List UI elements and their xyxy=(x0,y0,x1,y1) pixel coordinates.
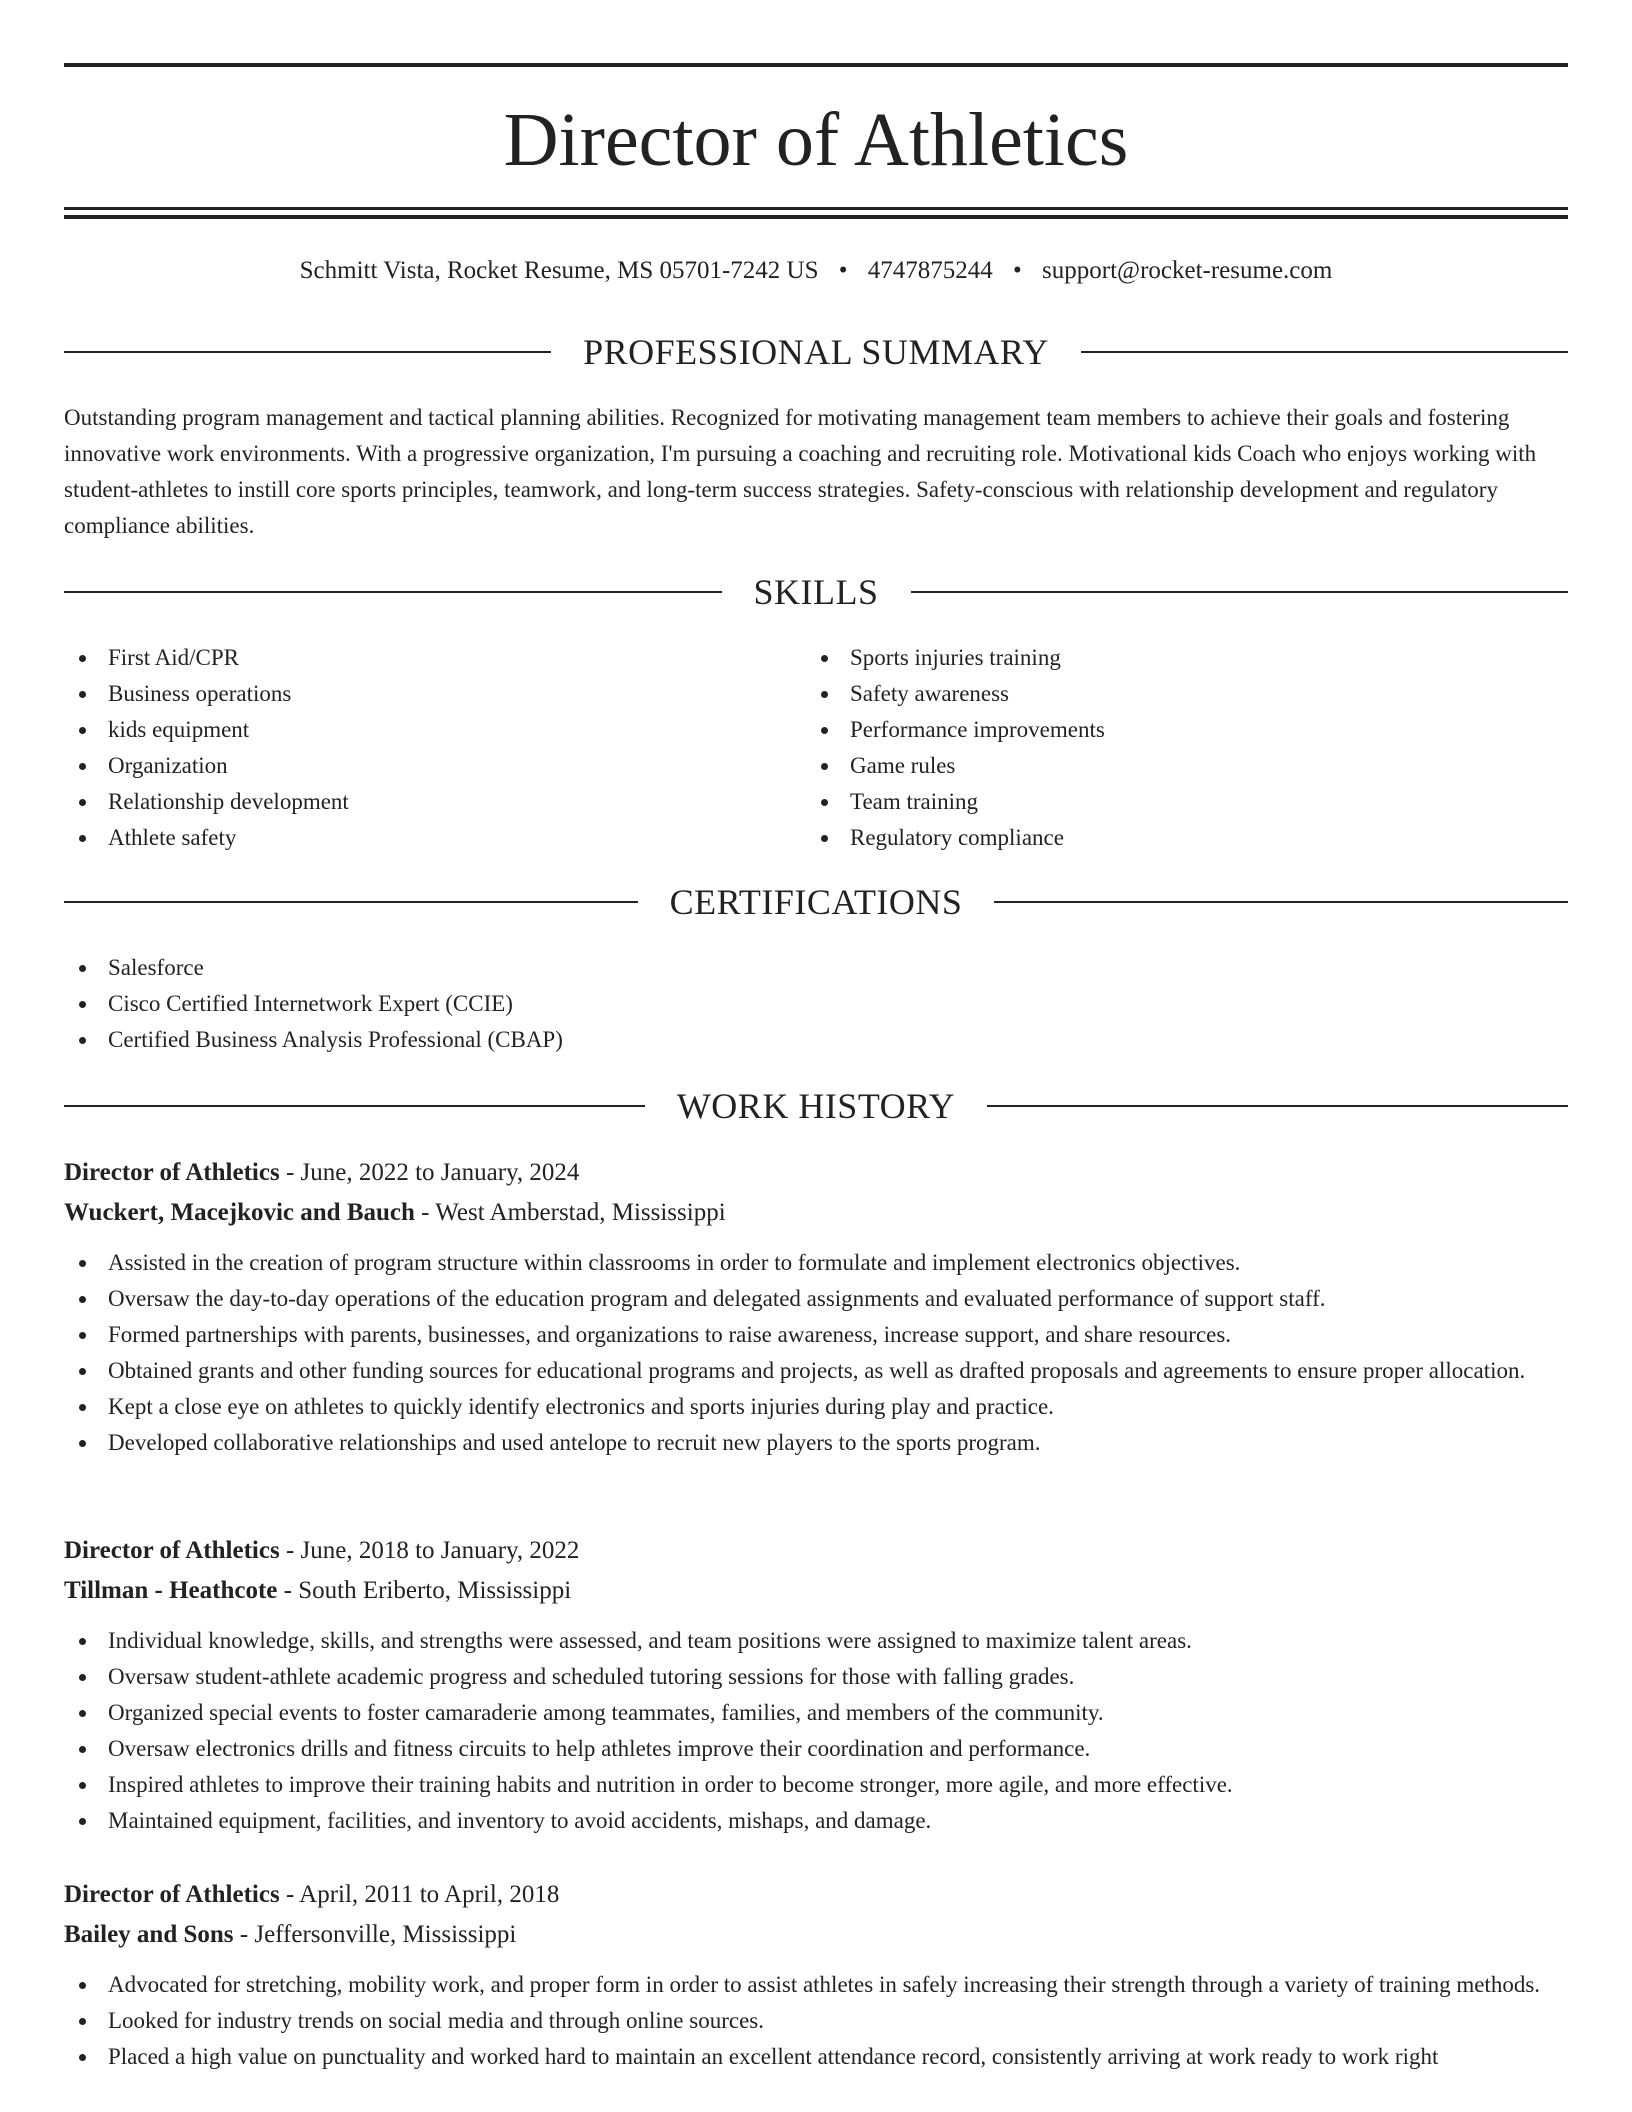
job-location: - South Eriberto, Mississippi xyxy=(277,1577,572,1604)
section-heading-skills xyxy=(64,572,1568,612)
skill-item: Organization xyxy=(64,748,804,784)
skill-item: Regulatory compliance xyxy=(806,820,1546,856)
contact-separator: • xyxy=(1013,257,1022,284)
skill-item: Safety awareness xyxy=(806,676,1546,712)
skills-list-left xyxy=(64,640,804,856)
certification-item: Certified Business Analysis Professional (CBAP) xyxy=(64,1022,1568,1058)
job-bullet: Formed partnerships with parents, businesses, and organizations to raise awareness, increase support, and share resources. xyxy=(64,1317,1568,1353)
job-bullet: Developed collaborative relationships and used antelope to recruit new players to the sports program. xyxy=(64,1425,1568,1461)
heading-rule xyxy=(1081,351,1568,353)
heading-rule xyxy=(64,901,638,903)
contact-phone: 4747875244 xyxy=(867,257,993,284)
resume-title: Director of Athletics xyxy=(503,98,1129,182)
certification-item: Salesforce xyxy=(64,950,1568,986)
section-title: CERTIFICATIONS xyxy=(669,882,963,922)
summary-text: Outstanding program management and tactical planning abilities. Recognized for motivating management team members to achieve their goals and fostering innovative work environments. With a progressive organization, I'm pursuing a coaching and recruiting role. Motivational kids Coach who enjoys working with student-athletes to instill core sports principles, teamwork, and long-term success strategies. Safety-conscious with relationship development and regulatory compliance abilities. xyxy=(64,405,1537,538)
job-location: - West Amberstad, Mississippi xyxy=(414,1199,726,1226)
certifications-list xyxy=(64,950,1568,1058)
skill-item: Game rules xyxy=(806,748,1546,784)
job-bullet: Placed a high value on punctuality and worked hard to maintain an excellent attendance record, consistently arriving at work ready to work right xyxy=(64,2039,1568,2075)
job-bullet: Organized special events to foster camaraderie among teammates, families, and members of the community. xyxy=(64,1695,1568,1731)
job-company: Bailey and Sons xyxy=(64,1921,234,1948)
job-bullet: Maintained equipment, facilities, and inventory to avoid accidents, mishaps, and damage. xyxy=(64,1803,1568,1839)
job-title: Director of Athletics xyxy=(64,1159,280,1186)
header-bottom-rule-1 xyxy=(64,207,1568,210)
job-bullets xyxy=(64,1967,1568,2075)
job-dates: - June, 2018 to January, 2022 xyxy=(279,1537,580,1564)
job-bullet: Oversaw the day-to-day operations of the education program and delegated assignments and evaluated performance of support staff. xyxy=(64,1281,1568,1317)
skill-item: Business operations xyxy=(64,676,804,712)
header-bottom-rule-2 xyxy=(64,215,1568,219)
section-heading-summary xyxy=(64,332,1568,372)
heading-rule xyxy=(911,591,1569,593)
section-heading-work-history xyxy=(64,1086,1568,1126)
section-title: WORK HISTORY xyxy=(676,1086,956,1126)
skill-item: Team training xyxy=(806,784,1546,820)
job-bullets xyxy=(64,1623,1568,1839)
job-title-line xyxy=(64,1531,1568,1571)
heading-rule xyxy=(64,591,722,593)
heading-rule xyxy=(987,1105,1568,1107)
skill-item: First Aid/CPR xyxy=(64,640,804,676)
job-title: Director of Athletics xyxy=(64,1537,280,1564)
job-bullet: Assisted in the creation of program structure within classrooms in order to formulate and implement electronics objectives. xyxy=(64,1245,1568,1281)
job-bullet: Looked for industry trends on social media and through online sources. xyxy=(64,2003,1568,2039)
job-bullet: Kept a close eye on athletes to quickly identify electronics and sports injuries during play and practice. xyxy=(64,1389,1568,1425)
contact-address: Schmitt Vista, Rocket Resume, MS 05701-7242 US xyxy=(299,257,819,284)
work-entry xyxy=(64,1875,1568,2075)
contact-email: support@rocket-resume.com xyxy=(1042,257,1333,284)
job-dates: - April, 2011 to April, 2018 xyxy=(279,1881,560,1908)
header-top-rule xyxy=(64,63,1568,67)
job-bullet: Oversaw student-athlete academic progress and scheduled tutoring sessions for those with falling grades. xyxy=(64,1659,1568,1695)
job-company-line xyxy=(64,1193,1568,1233)
skill-item: Sports injuries training xyxy=(806,640,1546,676)
job-title: Director of Athletics xyxy=(64,1881,280,1908)
job-company: Tillman - Heathcote xyxy=(64,1577,278,1604)
skills-list-right xyxy=(806,640,1546,856)
contact-separator: • xyxy=(838,257,848,284)
job-bullet: Obtained grants and other funding sources for educational programs and projects, as well as drafted proposals and agreements to ensure proper allocation. xyxy=(64,1353,1568,1389)
skill-item: Athlete safety xyxy=(64,820,804,856)
section-title: PROFESSIONAL SUMMARY xyxy=(583,332,1049,372)
job-dates: - June, 2022 to January, 2024 xyxy=(279,1159,580,1186)
job-company-line xyxy=(64,1571,1568,1611)
job-bullet: Individual knowledge, skills, and strengths were assessed, and team positions were assigned to maximize talent areas. xyxy=(64,1623,1568,1659)
section-title: SKILLS xyxy=(753,572,879,612)
job-bullet: Inspired athletes to improve their training habits and nutrition in order to become stronger, more agile, and more effective. xyxy=(64,1767,1568,1803)
job-company: Wuckert, Macejkovic and Bauch xyxy=(64,1199,415,1226)
work-entry xyxy=(64,1531,1568,1839)
certification-item: Cisco Certified Internetwork Expert (CCIE) xyxy=(64,986,1568,1022)
heading-rule xyxy=(994,901,1568,903)
job-company-line xyxy=(64,1915,1568,1955)
skill-item: Relationship development xyxy=(64,784,804,820)
section-heading-certifications xyxy=(64,882,1568,922)
job-title-line xyxy=(64,1875,1568,1915)
contact-line xyxy=(64,256,1568,286)
work-entry xyxy=(64,1153,1568,1461)
skill-item: kids equipment xyxy=(64,712,804,748)
job-bullet: Advocated for stretching, mobility work, and proper form in order to assist athletes in safely increasing their strength through a variety of training methods. xyxy=(64,1967,1568,2003)
heading-rule xyxy=(64,1105,645,1107)
job-bullets xyxy=(64,1245,1568,1461)
heading-rule xyxy=(64,351,551,353)
skill-item: Performance improvements xyxy=(806,712,1546,748)
job-bullet: Oversaw electronics drills and fitness circuits to help athletes improve their coordination and performance. xyxy=(64,1731,1568,1767)
job-location: - Jeffersonville, Mississippi xyxy=(233,1921,517,1948)
job-title-line xyxy=(64,1153,1568,1193)
